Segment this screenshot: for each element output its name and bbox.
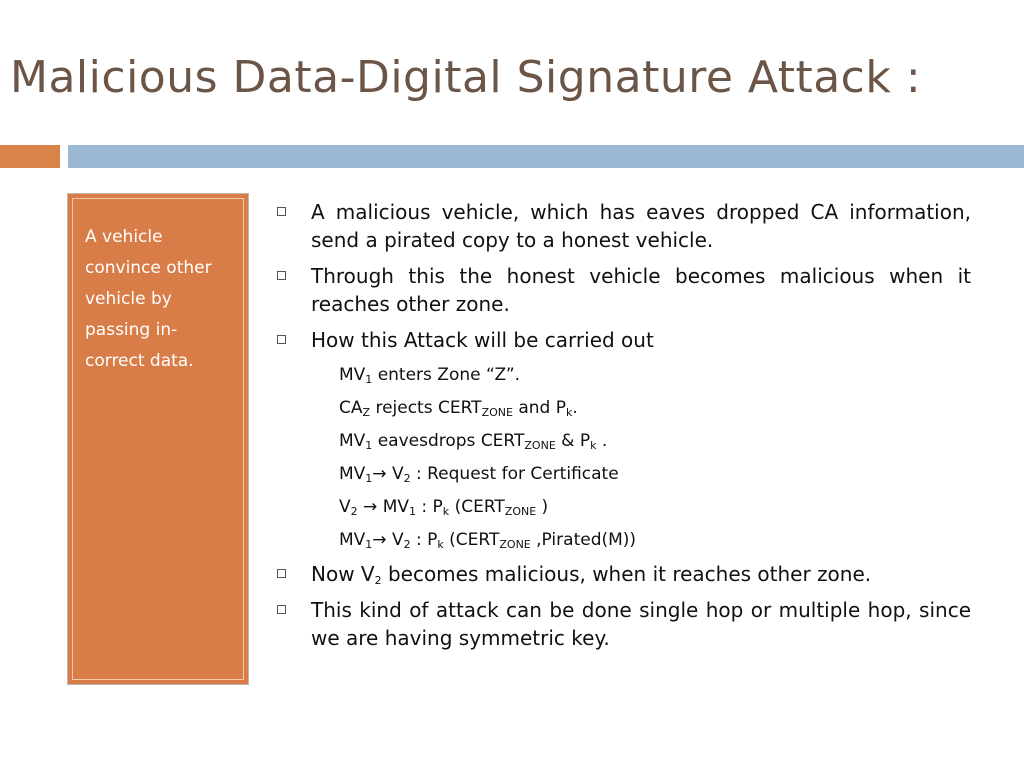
step-text: MV xyxy=(339,464,366,484)
bullet-item xyxy=(273,560,971,588)
step-text: and P xyxy=(512,398,566,418)
step-text: rejects CERT xyxy=(370,398,482,418)
bullet-text: Through this the honest vehicle becomes malicious when it reaches other zone. xyxy=(311,264,971,316)
square-bullet-icon xyxy=(277,605,286,614)
step-subscript: 2 xyxy=(403,538,411,551)
slide-title: Malicious Data-Digital Signature Attack : xyxy=(10,52,922,103)
step-text: V xyxy=(386,530,404,550)
step-subscript: k xyxy=(437,538,444,551)
step-text: ) xyxy=(536,497,549,517)
bullet-text: becomes malicious, when it reaches other zone. xyxy=(381,562,872,586)
bullet-item xyxy=(273,326,971,354)
step-subscript: k xyxy=(590,439,597,452)
attack-step xyxy=(339,491,971,524)
step-text: MV xyxy=(339,530,366,550)
bullet-text: This kind of attack can be done single hop or multiple hop, since we are having symmetric key. xyxy=(311,598,971,650)
sidebar-text: A vehicle convince other vehicle by passing in-correct data. xyxy=(72,198,244,680)
arrow-right-icon: → xyxy=(372,530,387,550)
step-subscript: 1 xyxy=(409,505,416,518)
arrow-right-icon: → xyxy=(357,497,378,517)
step-text: CA xyxy=(339,398,363,418)
title-accent-bar-blue xyxy=(68,145,1024,168)
bullet-list xyxy=(273,198,971,660)
step-subscript: Z xyxy=(362,406,371,419)
step-text: ,Pirated(M)) xyxy=(530,530,637,550)
step-subscript: 1 xyxy=(365,538,373,551)
step-text: eavesdrops CERT xyxy=(372,431,525,451)
step-text: (CERT xyxy=(443,530,500,550)
step-subscript: 1 xyxy=(365,439,373,452)
step-text: MV xyxy=(339,431,366,451)
bullet-text: How this Attack will be carried out xyxy=(311,328,654,352)
bullet-text: A malicious vehicle, which has eaves dropped CA information, send a pirated copy to a honest vehicle. xyxy=(311,200,971,252)
bullet-subscript: 2 xyxy=(374,574,382,587)
step-text: (CERT xyxy=(449,497,505,517)
bullet-item xyxy=(273,596,971,652)
step-subscript: 2 xyxy=(403,472,411,485)
square-bullet-icon xyxy=(277,207,286,216)
step-text: . xyxy=(596,431,608,451)
step-text: MV xyxy=(377,497,409,517)
attack-step xyxy=(339,392,971,425)
step-text: : P xyxy=(410,530,438,550)
sidebar-box xyxy=(67,193,249,685)
step-subscript: ZONE xyxy=(504,505,537,518)
step-subscript: 2 xyxy=(350,505,358,518)
attack-step xyxy=(339,524,971,557)
step-text: : P xyxy=(416,497,443,517)
step-subscript: 1 xyxy=(365,472,373,485)
square-bullet-icon xyxy=(277,335,286,344)
step-subscript: 1 xyxy=(365,373,373,386)
arrow-right-icon: → xyxy=(372,464,387,484)
square-bullet-icon xyxy=(277,271,286,280)
step-text: : Request for Certificate xyxy=(410,464,619,484)
attack-steps xyxy=(273,359,971,557)
attack-step xyxy=(339,359,971,392)
step-subscript: k xyxy=(442,505,450,518)
step-subscript: k xyxy=(565,406,573,419)
attack-step xyxy=(339,458,971,491)
step-subscript: ZONE xyxy=(499,538,531,551)
step-subscript: ZONE xyxy=(524,439,556,452)
step-text: enters Zone “Z”. xyxy=(372,365,521,385)
step-text: . xyxy=(572,398,578,418)
title-accent-bar-orange xyxy=(0,145,60,168)
step-text: V xyxy=(339,497,351,517)
bullet-item xyxy=(273,198,971,254)
square-bullet-icon xyxy=(277,569,286,578)
attack-step xyxy=(339,425,971,458)
step-text: & P xyxy=(555,431,591,451)
bullet-item xyxy=(273,262,971,318)
step-subscript: ZONE xyxy=(481,406,513,419)
step-text: V xyxy=(386,464,404,484)
step-text: MV xyxy=(339,365,366,385)
bullet-text: Now V xyxy=(311,562,375,586)
